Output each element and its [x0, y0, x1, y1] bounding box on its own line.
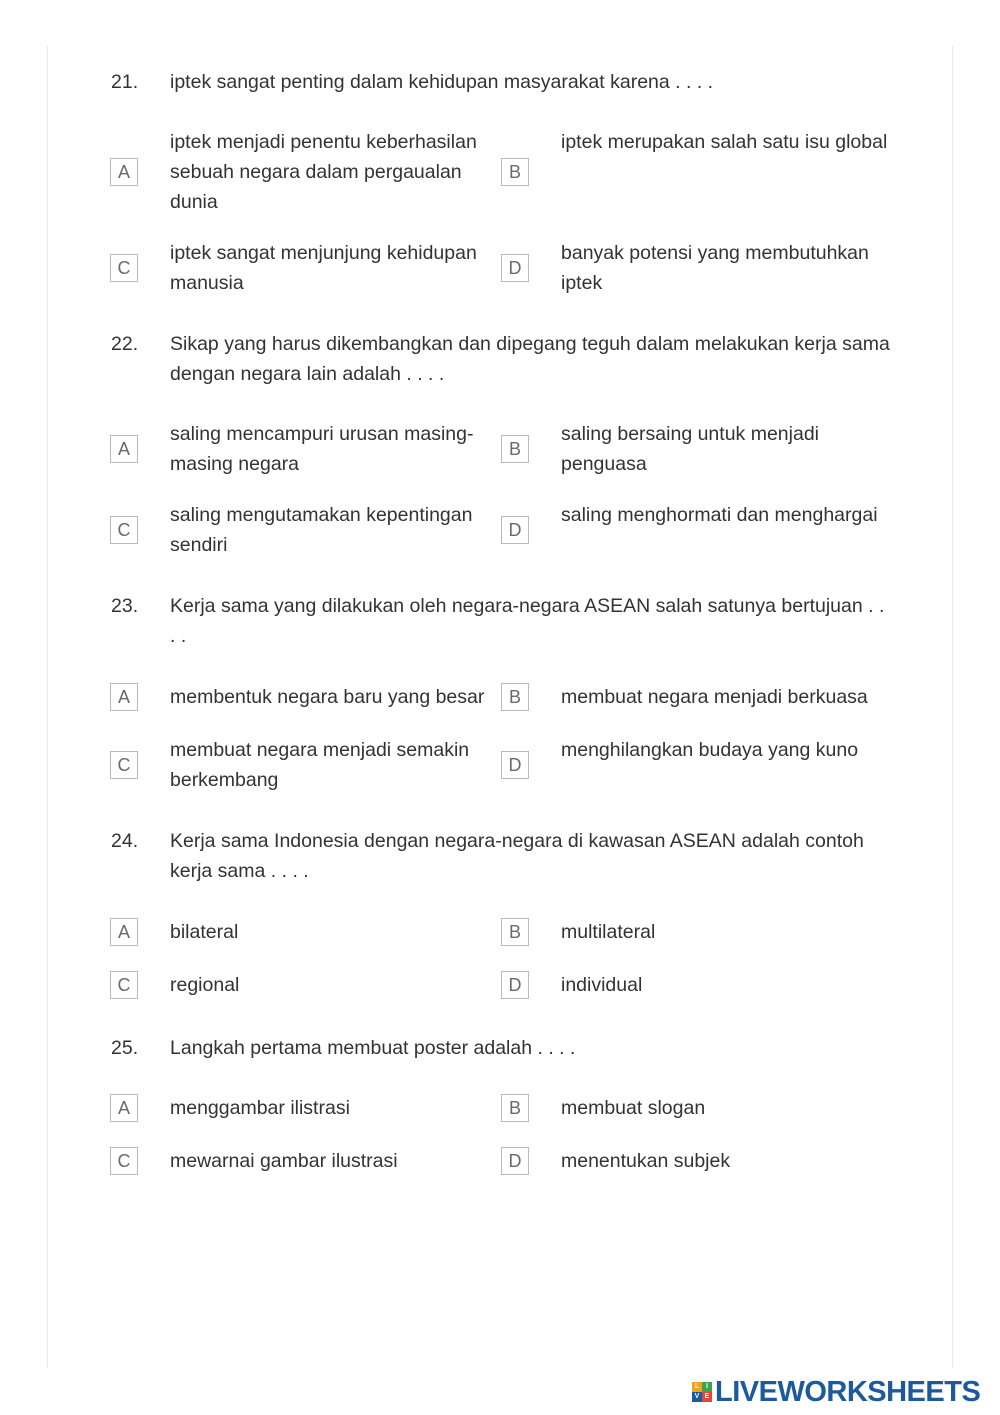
- option-text: banyak potensi yang membutuhkan iptek: [561, 242, 869, 294]
- option-text: individual: [561, 974, 643, 996]
- option-letter-box[interactable]: D: [501, 516, 529, 544]
- mark-cell: L: [692, 1382, 702, 1392]
- option-letter-box[interactable]: D: [501, 254, 529, 282]
- option-text: menghilangkan budaya yang kuno: [561, 739, 859, 761]
- option-text: membentuk negara baru yang besar: [170, 686, 485, 708]
- mark-cell: V: [692, 1392, 702, 1402]
- question-text: Sikap yang harus dikembangkan dan dipegang teguh dalam melakukan kerja sama dengan negara lain adalah . . . .: [170, 333, 890, 385]
- option-text: saling menghormati dan menghargai: [561, 504, 878, 526]
- liveworksheets-mark-icon: [692, 1382, 712, 1402]
- mark-cell: E: [702, 1392, 712, 1402]
- option-letter-box[interactable]: A: [110, 158, 138, 186]
- option-letter-box[interactable]: B: [501, 435, 529, 463]
- option-text: saling mengutamakan kepentingan sendiri: [170, 504, 473, 556]
- option-text: saling mencampuri urusan masing-masing negara: [170, 423, 474, 475]
- question-text: Kerja sama Indonesia dengan negara-negara di kawasan ASEAN adalah contoh kerja sama . . . .: [170, 830, 864, 882]
- option-letter-box[interactable]: C: [110, 1147, 138, 1175]
- option-text: iptek merupakan salah satu isu global: [561, 131, 888, 153]
- question-text: Langkah pertama membuat poster adalah . . . .: [170, 1037, 576, 1059]
- option-text: regional: [170, 974, 240, 996]
- option-letter-box[interactable]: A: [110, 918, 138, 946]
- option-text: menggambar ilistrasi: [170, 1097, 350, 1119]
- mark-cell: I: [702, 1382, 712, 1392]
- option-letter-box[interactable]: B: [501, 158, 529, 186]
- question-number: 21.: [111, 71, 139, 93]
- option-letter-box[interactable]: C: [110, 971, 138, 999]
- option-letter-box[interactable]: C: [110, 751, 138, 779]
- question-text: iptek sangat penting dalam kehidupan masyarakat karena . . . .: [170, 71, 714, 93]
- question-number: 24.: [111, 830, 139, 852]
- question-number: 25.: [111, 1037, 139, 1059]
- option-text: saling bersaing untuk menjadi penguasa: [561, 423, 819, 475]
- liveworksheets-logo: [692, 1374, 980, 1410]
- option-letter-box[interactable]: D: [501, 1147, 529, 1175]
- option-letter-box[interactable]: B: [501, 918, 529, 946]
- option-letter-box[interactable]: B: [501, 1094, 529, 1122]
- option-text: bilateral: [170, 921, 239, 943]
- option-letter-box[interactable]: C: [110, 254, 138, 282]
- option-text: multilateral: [561, 921, 656, 943]
- option-letter-box[interactable]: A: [110, 435, 138, 463]
- option-letter-box[interactable]: A: [110, 683, 138, 711]
- option-text: membuat negara menjadi semakin berkembang: [170, 739, 470, 791]
- question-text: Kerja sama yang dilakukan oleh negara-negara ASEAN salah satunya bertujuan . . . .: [170, 595, 885, 647]
- question-number: 22.: [111, 333, 139, 355]
- option-text: menentukan subjek: [561, 1150, 731, 1172]
- option-letter-box[interactable]: D: [501, 751, 529, 779]
- option-letter-box[interactable]: A: [110, 1094, 138, 1122]
- option-letter-box[interactable]: D: [501, 971, 529, 999]
- option-text: iptek menjadi penentu keberhasilan sebuah negara dalam pergaualan dunia: [170, 131, 477, 213]
- question-number: 23.: [111, 595, 139, 617]
- option-text: iptek sangat menjunjung kehidupan manusia: [170, 242, 477, 294]
- page-left-border: [47, 46, 48, 1368]
- option-text: membuat negara menjadi berkuasa: [561, 686, 868, 708]
- logo-text: LIVEWORKSHEETS: [715, 1375, 981, 1408]
- option-letter-box[interactable]: C: [110, 516, 138, 544]
- option-text: membuat slogan: [561, 1097, 706, 1119]
- option-text: mewarnai gambar ilustrasi: [170, 1150, 398, 1172]
- page-right-border: [952, 46, 953, 1368]
- option-letter-box[interactable]: B: [501, 683, 529, 711]
